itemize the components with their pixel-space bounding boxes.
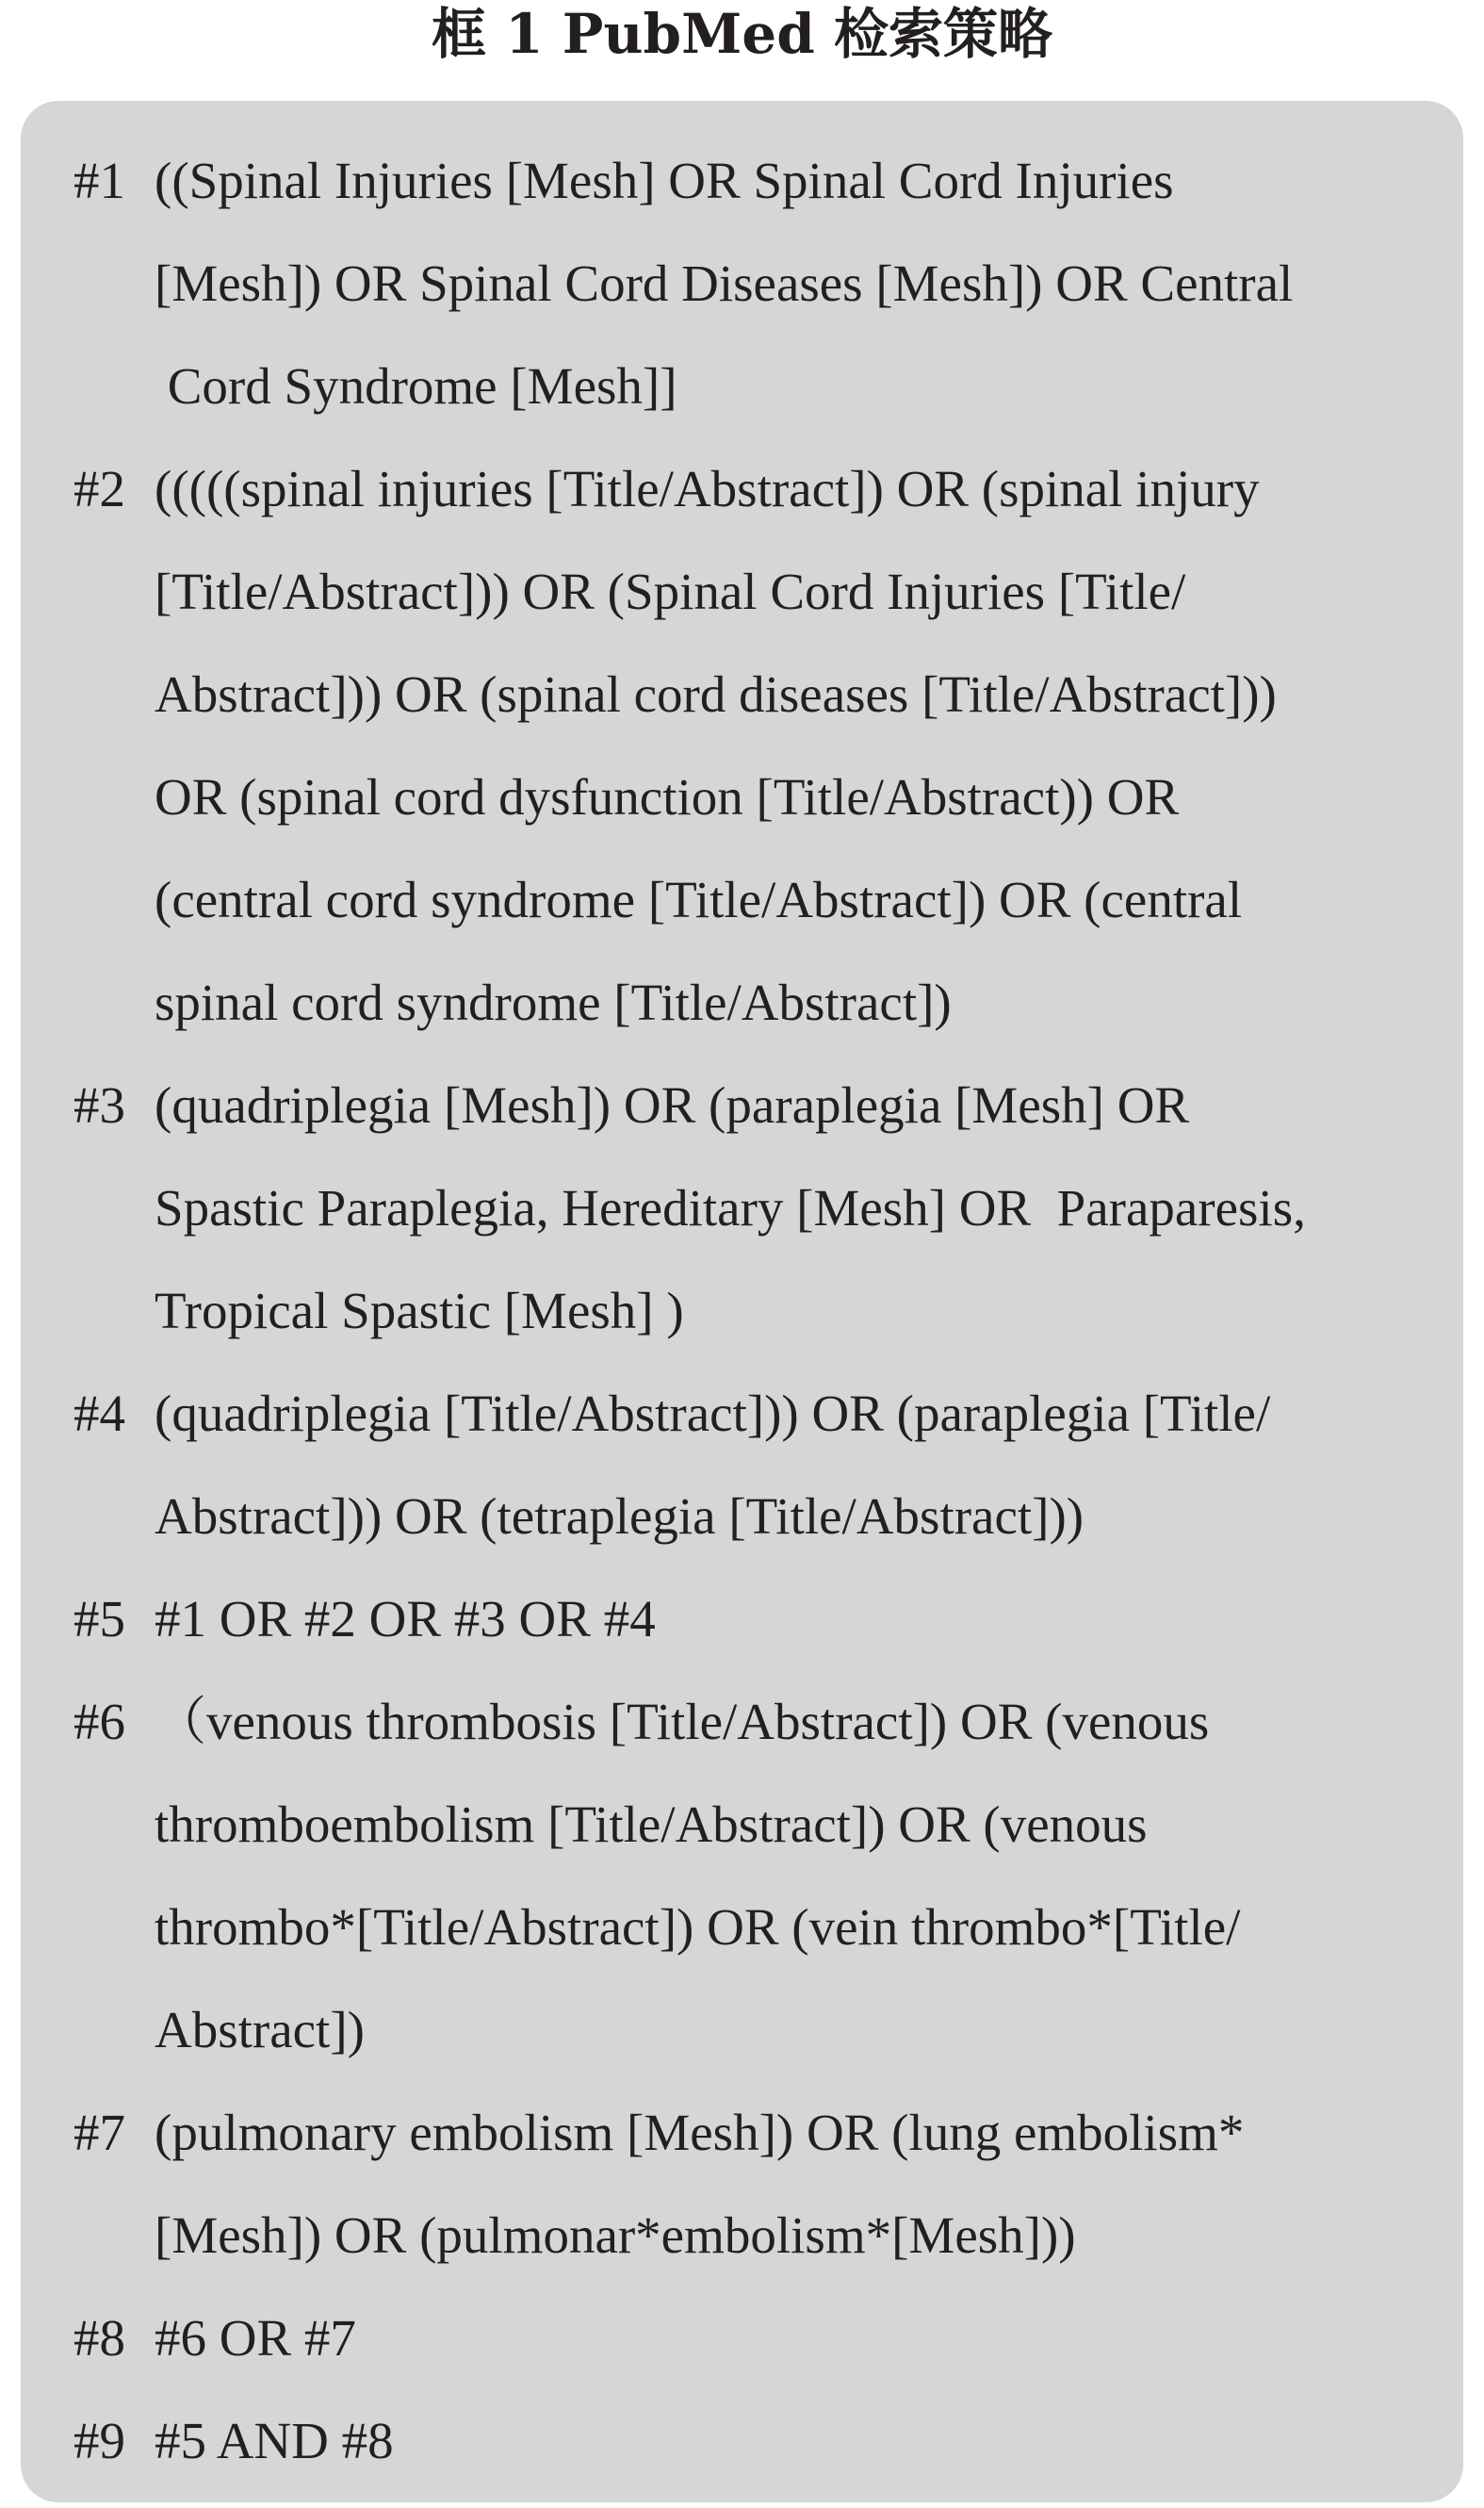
query-line: Abstract])) OR (tetraplegia [Title/Abstract])) — [155, 1487, 1084, 1545]
query-line: thrombo*[Title/Abstract]) OR (vein thrombo*[Title/ — [155, 1898, 1241, 1956]
entry-query — [155, 1362, 1455, 1567]
query-line: [Mesh]) OR (pulmonar*embolism*[Mesh])) — [155, 2206, 1076, 2264]
query-line: Abstract]) — [155, 2001, 365, 2058]
query-line: [Title/Abstract])) OR (Spinal Cord Injuries [Title/ — [155, 563, 1186, 620]
entry-query — [155, 2389, 1455, 2492]
entry-query — [155, 129, 1455, 437]
entry-number: #2 — [73, 460, 125, 517]
entry-query — [155, 1670, 1455, 2081]
query-line: Spastic Paraplegia, Hereditary [Mesh] OR Paraparesis, — [155, 1179, 1306, 1237]
search-strategy-panel — [21, 101, 1463, 2502]
query-line: thromboembolism [Title/Abstract]) OR (venous — [155, 1795, 1148, 1853]
query-line: #1 OR #2 OR #3 OR #4 — [155, 1590, 656, 1647]
entry-number: #4 — [73, 1385, 125, 1442]
entry-query — [155, 1054, 1455, 1362]
query-line: #5 AND #8 — [155, 2412, 394, 2469]
entry-number: #6 — [73, 1693, 125, 1750]
query-line: Abstract])) OR (spinal cord diseases [Title/Abstract])) — [155, 665, 1277, 723]
entry-number: #1 — [73, 152, 125, 209]
search-entry-7 — [21, 2081, 1463, 2287]
box-title: 框 1 PubMed 检索策略 — [432, 2, 1052, 66]
search-entry-9 — [21, 2389, 1463, 2492]
search-entry-5 — [21, 1567, 1463, 1670]
search-entry-6 — [21, 1670, 1463, 2081]
entry-query — [155, 2081, 1455, 2287]
entry-query — [155, 1567, 1455, 1670]
entry-number: #5 — [73, 1590, 125, 1647]
search-entries-list — [21, 129, 1463, 2492]
entry-number: #7 — [73, 2104, 125, 2161]
query-line: (pulmonary embolism [Mesh]) OR (lung embolism* — [155, 2104, 1245, 2161]
search-entry-8 — [21, 2287, 1463, 2389]
query-line: Cord Syndrome [Mesh]] — [155, 357, 677, 415]
search-entry-1 — [21, 129, 1463, 437]
query-line: OR (spinal cord dysfunction [Title/Abstract)) OR — [155, 768, 1180, 826]
search-entry-4 — [21, 1362, 1463, 1567]
search-entry-3 — [21, 1054, 1463, 1362]
query-line: ((Spinal Injuries [Mesh] OR Spinal Cord Injuries — [155, 152, 1174, 209]
entry-number: #9 — [73, 2412, 125, 2469]
query-line: Tropical Spastic [Mesh] ) — [155, 1282, 684, 1339]
entry-number: #3 — [73, 1076, 125, 1134]
search-entry-2 — [21, 437, 1463, 1054]
query-line: (quadriplegia [Title/Abstract])) OR (paraplegia [Title/ — [155, 1385, 1271, 1442]
entry-query — [155, 437, 1455, 1054]
query-line: （venous thrombosis [Title/Abstract]) OR (venous — [155, 1693, 1210, 1750]
query-line: (quadriplegia [Mesh]) OR (paraplegia [Mesh] OR — [155, 1076, 1190, 1134]
query-line: #6 OR #7 — [155, 2309, 356, 2367]
query-line: (central cord syndrome [Title/Abstract]) OR (central — [155, 871, 1243, 928]
query-line: (((((spinal injuries [Title/Abstract]) OR (spinal injury — [155, 460, 1260, 517]
entry-query — [155, 2287, 1455, 2389]
entry-number: #8 — [73, 2309, 125, 2367]
query-line: spinal cord syndrome [Title/Abstract]) — [155, 974, 952, 1031]
query-line: [Mesh]) OR Spinal Cord Diseases [Mesh]) OR Central — [155, 254, 1294, 312]
